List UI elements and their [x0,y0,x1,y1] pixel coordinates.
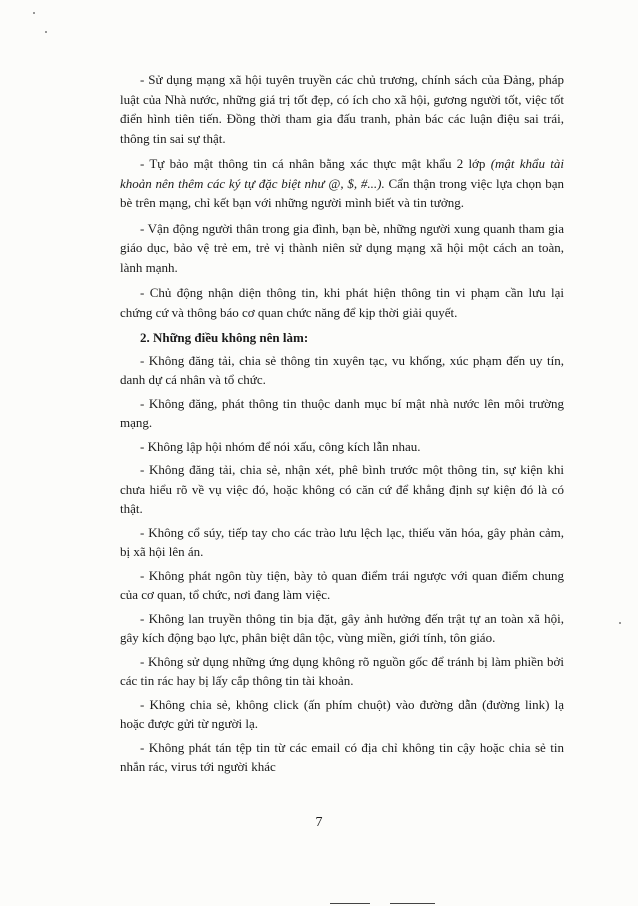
scan-edge-line [390,903,435,904]
list-item: - Không phát tán tệp tin từ các email có địa chỉ không tin cậy hoặc chia sẻ tin nhắn rác, virus tới người khác [120,739,564,774]
body-paragraph: - Chủ động nhận diện thông tin, khi phát hiện thông tin vi phạm cần lưu lại chứng cứ và thông báo cơ quan chức năng để kịp thời giải quyết. [120,285,564,320]
list-item: - Không chia sẻ, không click (ấn phím chuột) vào đường dẫn (đường link) lạ hoặc được gửi từ người lạ. [120,696,564,731]
list-item: - Không đăng tải, chia sẻ thông tin xuyên tạc, vu khống, xúc phạm đến uy tín, danh dự cá nhân và tổ chức. [120,352,564,387]
list-item: - Không phát ngôn tùy tiện, bày tỏ quan điểm trái ngược với quan điểm chung của cơ quan, tổ chức, nơi đang làm việc. [120,567,564,602]
security-text-italic: (mật khẩu tài khoản nên thêm các ký tự đặc biệt như @, $, #...). [120,156,565,191]
list-item: - Không đăng tải, chia sẻ, nhận xét, phê bình trước một thông tin, sự kiện khi chưa hiểu rõ về vụ việc đó, hoặc không có căn cứ để khẳng định sự kiện đó là có thật. [120,462,564,516]
scan-edge-line [330,903,370,904]
list-item: - Không sử dụng những ứng dụng không rõ nguồn gốc để tránh bị làm phiền bởi các tin rác hay bị lấy cắp thông tin tài khoản. [120,653,564,688]
body-paragraph: - Sử dụng mạng xã hội tuyên truyền các chủ trương, chính sách của Đảng, pháp luật của Nhà nước, những giá trị tốt đẹp, có ích cho xã hội, gương người tốt, việc tốt điển hình tiên tiến. Đồng thời tham gia đấu tranh, phản bác các luận điệu sai trái, thông tin sai sự thật. [120,72,564,146]
scan-speck [619,622,621,624]
list-item: - Không cổ súy, tiếp tay cho các trào lưu lệch lạc, thiếu văn hóa, gây phản cảm, bị xã hội lên án. [120,524,564,559]
scan-speck [33,12,35,14]
scan-speck [45,31,47,33]
body-paragraph: - Vận động người thân trong gia đình, bạn bè, những người xung quanh tham gia giáo dục, bảo vệ trẻ em, trẻ vị thành niên sử dụng mạng xã hội một cách an toàn, lành mạnh. [120,220,564,275]
document-body [120,70,564,781]
security-paragraph [120,154,564,213]
security-text-end: Cẩn thận trong việc lựa chọn bạn bè trên mạng, chỉ kết bạn với những người mình biết và tin tưởng. [120,175,564,210]
list-item: - Không đăng, phát thông tin thuộc danh mục bí mật nhà nước lên môi trường mạng. [120,395,564,430]
page-number: 7 [315,815,323,830]
list-item: - Không lập hội nhóm để nói xấu, công kích lẫn nhau. [140,438,421,454]
list-item: - Không lan truyền thông tin bịa đặt, gây ảnh hưởng đến trật tự an toàn xã hội, gây kích động bạo lực, phân biệt dân tộc, vùng miền, giới tính, tôn giáo. [120,610,564,645]
section-heading: 2. Những điều không nên làm: [140,330,309,345]
security-text-start: - Tự bảo mật thông tin cá nhân bằng xác thực mật khẩu 2 lớp [140,156,491,171]
